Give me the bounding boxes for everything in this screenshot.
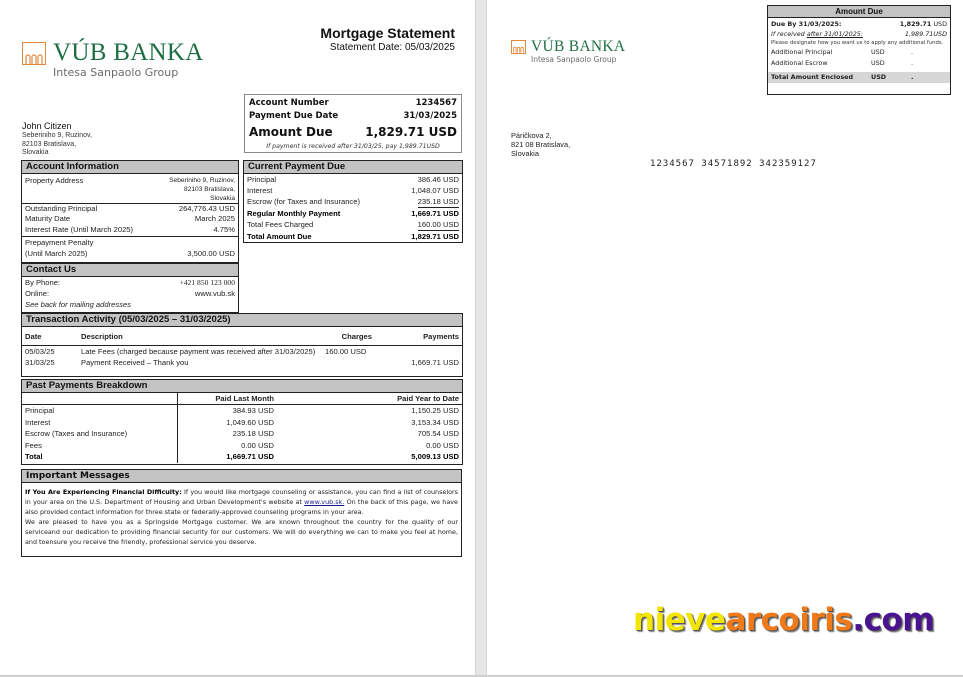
amount-due-coupon bbox=[767, 5, 951, 95]
column-header: Payments bbox=[392, 327, 462, 346]
statement-page-front bbox=[0, 0, 475, 677]
paid-ytd: 5,009.13 USD bbox=[411, 452, 459, 461]
designate-instructions: Please designate how you want us to apply any additional funds. bbox=[771, 40, 944, 46]
watermark-part: .com bbox=[852, 602, 935, 638]
late-label-prefix: If received bbox=[771, 30, 807, 38]
customer-address-line: Seberiniho 9, Ruzinov, bbox=[22, 132, 92, 139]
row-label: Additional Escrow bbox=[771, 59, 828, 67]
paid-ytd: 1,150.25 USD bbox=[411, 406, 459, 415]
section-title: Current Payment Due bbox=[244, 161, 462, 174]
account-information-section bbox=[21, 160, 239, 263]
transaction-table bbox=[22, 327, 462, 368]
watermark-part: nieve bbox=[633, 602, 726, 638]
due-date-label: Payment Due Date bbox=[249, 111, 339, 121]
bank-logo-mark-icon bbox=[22, 42, 46, 65]
table-row bbox=[22, 417, 462, 429]
column-header bbox=[22, 393, 177, 405]
property-address-line: Slovakia bbox=[210, 195, 235, 202]
transaction-payments: 1,669.71 USD bbox=[411, 358, 459, 367]
payment-row-value: 1,669.71 USD bbox=[411, 209, 459, 218]
table-row bbox=[22, 428, 462, 440]
prepayment-penalty-period: (Until March 2025) bbox=[25, 249, 88, 258]
property-address bbox=[169, 176, 235, 203]
payment-row-value: 235.18 USD bbox=[417, 197, 459, 206]
due-by-label: Due By 31/03/2025: bbox=[771, 20, 842, 28]
late-amount: 1,989.71USD bbox=[904, 30, 947, 38]
micr-line: 1234567 34571892 342359127 bbox=[650, 159, 817, 169]
payment-row-label: Regular Monthly Payment bbox=[247, 209, 341, 218]
table-row bbox=[22, 440, 462, 452]
statement-date: Statement Date: 05/03/2025 bbox=[329, 42, 455, 53]
total-enclosed-field[interactable]: . bbox=[911, 73, 914, 81]
paid-ytd: 0.00 USD bbox=[426, 440, 459, 450]
customer-address bbox=[22, 121, 92, 158]
paid-last-month: 235.18 USD bbox=[232, 429, 274, 438]
payment-row-value: 1,829.71 USD bbox=[411, 232, 459, 241]
payment-coupon-page bbox=[487, 0, 963, 677]
row-currency: USD bbox=[871, 48, 885, 56]
bank-name: VÚB BANKA bbox=[53, 39, 204, 66]
paid-last-month: 1,049.60 USD bbox=[226, 417, 274, 427]
bank-logo bbox=[22, 41, 204, 79]
table-row bbox=[22, 346, 462, 358]
due-date: 31/03/2025 bbox=[403, 111, 457, 121]
row-label: Total bbox=[22, 451, 177, 463]
transaction-description: Payment Received – Thank you bbox=[81, 358, 189, 367]
column-header: Paid Year to Date bbox=[277, 393, 462, 405]
due-by-value: 1,829.71 bbox=[899, 20, 932, 28]
total-enclosed-row bbox=[768, 72, 950, 83]
late-label bbox=[771, 29, 863, 39]
important-messages-section bbox=[21, 469, 462, 557]
payment-row-label: Escrow (for Taxes and Insurance) bbox=[247, 197, 360, 206]
late-payment-note: If payment is received after 31/03/25, pay 1,989.71USD bbox=[266, 143, 440, 150]
row-label: Interest bbox=[22, 417, 177, 429]
transaction-date: 31/03/25 bbox=[25, 358, 55, 367]
statement-header bbox=[320, 25, 455, 54]
additional-escrow-field[interactable]: . bbox=[911, 59, 914, 67]
phone-number[interactable]: +421 850 123 000 bbox=[179, 278, 235, 287]
row-label: Fees bbox=[22, 440, 177, 452]
section-title: Contact Us bbox=[22, 264, 238, 277]
column-header: Charges bbox=[322, 327, 392, 346]
return-address-line: 821 08 Bratislava, bbox=[511, 140, 571, 149]
page-gutter bbox=[475, 0, 487, 677]
paid-ytd: 3,153.34 USD bbox=[411, 417, 459, 427]
row-currency: USD bbox=[871, 59, 885, 67]
amount-due: 1,829.71 USD bbox=[365, 125, 457, 139]
transaction-date: 05/03/25 bbox=[25, 347, 55, 356]
customer-address-line: Slovakia bbox=[22, 149, 49, 156]
row-currency: USD bbox=[871, 73, 887, 81]
interest-rate: 4.75% bbox=[213, 225, 235, 234]
amount-due-label: Amount Due bbox=[249, 125, 333, 139]
additional-principal-row bbox=[768, 47, 950, 58]
prepayment-penalty-label: Prepayment Penalty bbox=[25, 238, 94, 247]
paid-last-month: 1,669.71 USD bbox=[226, 452, 274, 461]
paid-last-month: 384.93 USD bbox=[232, 406, 274, 415]
bank-logo bbox=[511, 39, 625, 64]
paid-ytd: 705.54 USD bbox=[417, 429, 459, 438]
hardship-text: If you would like mortgage counseling or assistance, you can find a list of counselors in your area on the U.S. Department of Housing and Urban Development's website at bbox=[25, 488, 459, 506]
maturity-date-label: Maturity Date bbox=[25, 214, 71, 223]
interest-rate-label: Interest Rate (Until March 2025) bbox=[25, 225, 134, 234]
messages-body bbox=[22, 483, 461, 547]
online-label: Online: bbox=[25, 289, 50, 298]
account-number: 1234567 bbox=[415, 98, 457, 108]
customer-name: John Citizen bbox=[22, 121, 72, 131]
section-title: Amount Due bbox=[768, 6, 950, 18]
late-label-date: after 31/01/2025: bbox=[806, 30, 863, 38]
payment-row-label: Total Fees Charged bbox=[247, 220, 314, 229]
hardship-text: On the back of this page, we have also provided contact information for three state or federally-approved counseling programs in your area. bbox=[25, 498, 458, 516]
bank-group: Intesa Sanpaolo Group bbox=[53, 66, 179, 79]
property-address-label: Property Address bbox=[25, 176, 84, 185]
transaction-activity-section bbox=[21, 313, 463, 377]
statement-title: Mortgage Statement bbox=[320, 25, 455, 41]
prepayment-penalty: 3,500.00 USD bbox=[187, 249, 235, 258]
watermark-part: arcoiris bbox=[725, 602, 853, 638]
website-link[interactable]: www.vub.sk bbox=[194, 289, 235, 298]
customer-address-line: 82103 Bratislava, bbox=[22, 140, 77, 148]
welcome-text: We are pleased to have you as a Springside Mortgage customer. We are known throughout the country for the quality of our serviceand our dedication to providing financial security for our customers. We will do everything we can to make you feel at home, and toensure you receive the friendly, professional service you deserve. bbox=[25, 518, 458, 546]
transaction-payments bbox=[392, 346, 462, 358]
payment-row-value: 386.46 USD bbox=[417, 175, 459, 184]
return-address bbox=[511, 131, 570, 158]
account-summary-box bbox=[244, 94, 462, 153]
section-title: Important Messages bbox=[22, 470, 461, 483]
paid-last-month: 0.00 USD bbox=[241, 440, 274, 450]
mailing-note: See back for mailing addresses bbox=[25, 300, 131, 309]
additional-principal-field[interactable]: . bbox=[911, 48, 914, 56]
bank-group: Intesa Sanpaolo Group bbox=[531, 55, 617, 64]
table-row bbox=[22, 405, 462, 417]
property-address-line: 82103 Bratislava, bbox=[184, 186, 235, 193]
table-row-total bbox=[22, 451, 462, 463]
hud-website-link[interactable]: www.vub.sk. bbox=[304, 498, 345, 506]
maturity-date: March 2025 bbox=[194, 214, 235, 223]
payment-row-value: 160.00 USD bbox=[417, 220, 459, 229]
hardship-heading: If You Are Experiencing Financial Difficulty: bbox=[25, 488, 182, 496]
past-payments-section bbox=[21, 379, 463, 465]
table-row bbox=[22, 357, 462, 368]
row-label: Total Amount Enclosed bbox=[771, 73, 854, 81]
column-header: Paid Last Month bbox=[177, 393, 277, 405]
account-number-label: Account Number bbox=[249, 98, 329, 108]
section-title: Account Information bbox=[22, 161, 238, 174]
contact-us-section bbox=[21, 263, 239, 313]
transaction-charges bbox=[322, 357, 392, 368]
row-label: Escrow (Taxes and Insurance) bbox=[22, 428, 177, 440]
watermark bbox=[633, 600, 934, 640]
section-title: Transaction Activity (05/03/2025 – 31/03/2025) bbox=[22, 314, 462, 327]
section-title: Past Payments Breakdown bbox=[22, 380, 462, 393]
current-payment-section bbox=[243, 160, 463, 243]
transaction-description: Late Fees (charged because payment was received after 31/03/2025) bbox=[81, 347, 316, 356]
payment-row-label: Principal bbox=[247, 175, 277, 184]
payment-row-label: Interest bbox=[247, 186, 273, 195]
past-payments-table bbox=[22, 393, 462, 463]
outstanding-principal-label: Outstanding Principal bbox=[25, 204, 98, 213]
row-label: Principal bbox=[22, 405, 177, 417]
column-header: Date bbox=[22, 327, 78, 346]
bank-name: VÚB BANKA bbox=[531, 38, 626, 55]
bank-logo-mark-icon bbox=[511, 40, 526, 54]
column-header: Description bbox=[78, 327, 322, 346]
return-address-line: Páričkova 2, bbox=[511, 131, 552, 140]
outstanding-principal: 264,776.43 USD bbox=[178, 204, 235, 213]
due-by-currency: USD bbox=[931, 20, 947, 28]
property-address-line: Seberiniho 9, Ruzinov, bbox=[169, 177, 235, 184]
row-label: Additional Principal bbox=[771, 48, 833, 56]
additional-escrow-row bbox=[768, 58, 950, 69]
due-by-amount bbox=[900, 19, 947, 29]
phone-label: By Phone: bbox=[25, 278, 61, 287]
return-address-line: Slovakia bbox=[511, 149, 539, 158]
payment-row-value: 1,048.07 USD bbox=[411, 186, 459, 195]
transaction-charges: 160.00 USD bbox=[325, 347, 367, 356]
payment-row-label: Total Amount Due bbox=[247, 232, 312, 241]
